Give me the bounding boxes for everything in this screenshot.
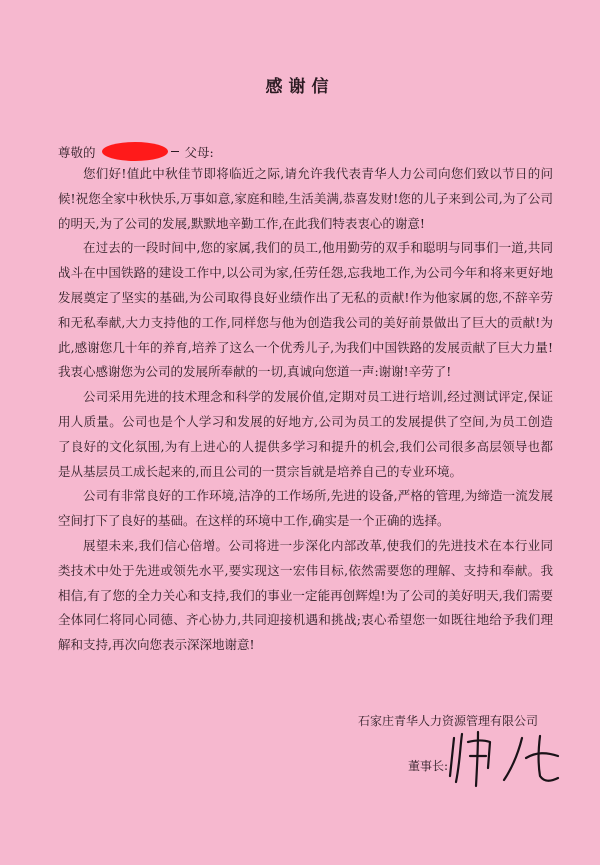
paragraph-1: 您们好!值此中秋佳节即将临近之际,请允许我代表青华人力公司向您们致以节日的问候!祝您全家中秋快乐,万事如意,家庭和睦,生活美满,恭喜发财!您的儿子来到公司,为了公司的明天,为了公司的发展,默默地辛勤工作,在此我们特表衷心的谢意!: [58, 166, 553, 231]
letter-body: [58, 162, 553, 658]
paragraph-3: 公司采用先进的技术理念和科学的发展价值,定期对员工进行培训,经过测试评定,保证用人质量。公司也是个人学习和发展的好地方,公司为员工的发展提供了空间,为员工创造了良好的文化氛围,为有上进心的人提供多学习和提升的机会,我们公司很多高层领导也都是从基层员工成长起来的,而且公司的一贯宗旨就是培养自己的专业环境。: [58, 389, 553, 479]
redaction-mark: [102, 142, 168, 161]
salutation-prefix: 尊敬的: [58, 144, 96, 160]
salutation-suffix: 父母:: [184, 144, 214, 160]
salutation-blank-line: [171, 151, 179, 152]
paragraph-5: 展望未来,我们信心倍增。公司将进一步深化内部改革,使我们的先进技术在本行业同类技术中处于先进或领先水平,要实现这一宏伟目标,依然需要您的理解、支持和奉献。我相信,有了您的全力关心和支持,我们的事业一定能再创辉煌!为了公司的美好明天,我们需要全体同仁将同心同德、齐心协力,共同迎接机遇和挑战;衷心希望您一如既往地给予我们理解和支持,再次向您表示深深地谢意!: [58, 537, 553, 653]
paragraph-2: 在过去的一段时间中,您的家属,我们的员工,他用勤劳的双手和聪明与同事们一道,共同战斗在中国铁路的建设工作中,以公司为家,任劳任怨,忘我地工作,为公司今年和将来更好地发展奠定了坚实的基础,为公司取得良好业绩作出了无私的贡献!作为他家属的您,不辞辛劳和无私奉献,大力支持他的工作,同样您与他为创造我公司的美好前景做出了巨大的贡献!为此,感谢您几十年的养育,培养了这么一个优秀儿子,为我们中国铁路的发展贡献了巨大力量!我衷心感谢您为公司的发展所奉献的一切,真诚向您道一声:谢谢!辛劳了!: [58, 240, 553, 380]
letter-title: 感谢信: [265, 77, 335, 97]
paragraph-4: 公司有非常良好的工作环境,洁净的工作场所,先进的设备,严格的管理,为缔造一流发展空间打下了良好的基础。在这样的环境中工作,确实是一个正确的选择。: [58, 488, 553, 529]
salutation: [58, 142, 214, 161]
handwritten-signature: [440, 728, 570, 788]
company-name: 石家庄青华人力资源管理有限公司: [358, 714, 539, 728]
chair-label: 董事长:: [408, 759, 449, 773]
